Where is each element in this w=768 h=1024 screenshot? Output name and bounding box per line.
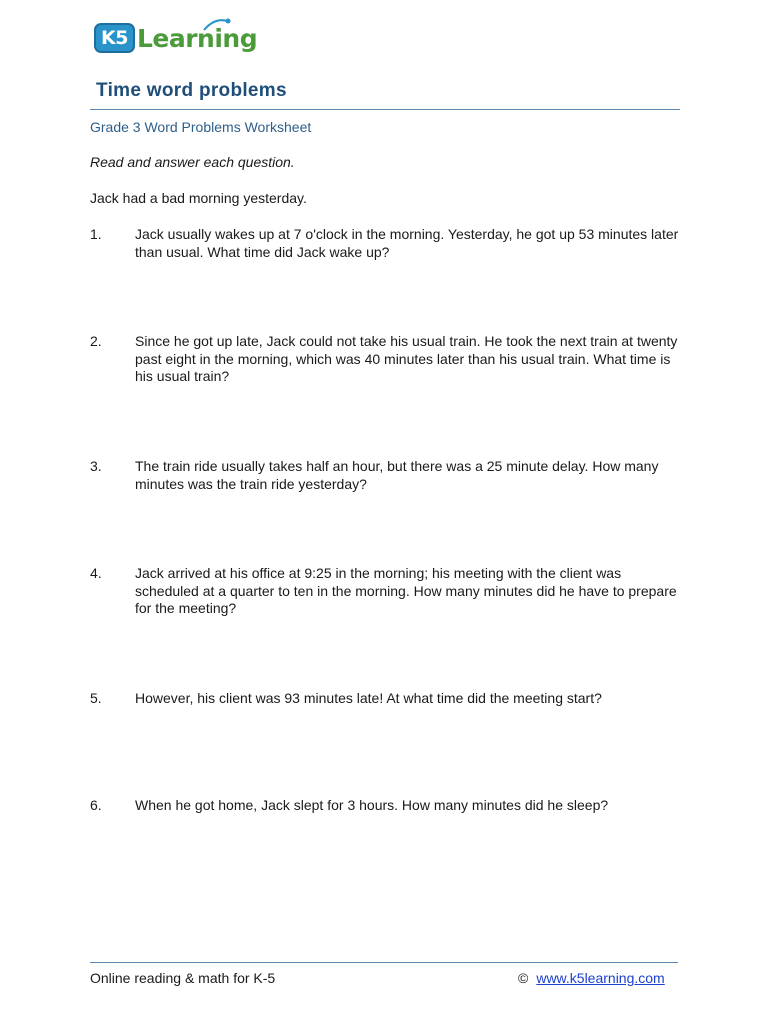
question-number: 3. — [90, 458, 102, 474]
intro-text: Jack had a bad morning yesterday. — [90, 190, 307, 206]
question-text: Jack usually wakes up at 7 o'clock in the morning. Yesterday, he got up 53 minutes later than usual. What time did Jack wake up? — [135, 226, 679, 260]
question-number: 5. — [90, 690, 102, 706]
worksheet-subtitle: Grade 3 Word Problems Worksheet — [90, 119, 312, 135]
footer-divider — [90, 962, 678, 963]
question-text: Since he got up late, Jack could not take his usual train. He took the next train at twenty past eight in the morning, which was 40 minutes later than his usual train. What time is his usual train? — [135, 333, 678, 384]
question-number: 4. — [90, 565, 102, 581]
question-text: Jack arrived at his office at 9:25 in the morning; his meeting with the client was scheduled at a quarter to ten in the morning. How many minutes did he have to prepare for the meeting? — [135, 565, 677, 616]
instruction-text: Read and answer each question. — [90, 154, 295, 170]
question-number: 1. — [90, 226, 102, 242]
question-number: 6. — [90, 797, 102, 813]
page-title: Time word problems — [96, 80, 287, 101]
question-number: 2. — [90, 333, 102, 349]
logo-badge: K5 — [94, 23, 135, 53]
website-link[interactable]: www.k5learning.com — [536, 970, 665, 986]
footer-copyright — [518, 970, 665, 986]
header-divider — [90, 109, 680, 110]
copyright-symbol: © — [518, 970, 529, 986]
question-text: The train ride usually takes half an hour, but there was a 25 minute delay. How many minutes was the train ride yesterday? — [135, 458, 659, 492]
footer-tagline: Online reading & math for K-5 — [90, 970, 276, 986]
k5-learning-logo — [94, 18, 257, 58]
logo-text: Learning — [136, 23, 258, 53]
question-text: When he got home, Jack slept for 3 hours. How many minutes did he sleep? — [135, 797, 609, 813]
question-text: However, his client was 93 minutes late! At what time did the meeting start? — [135, 690, 602, 706]
logo-star-icon — [202, 16, 232, 32]
